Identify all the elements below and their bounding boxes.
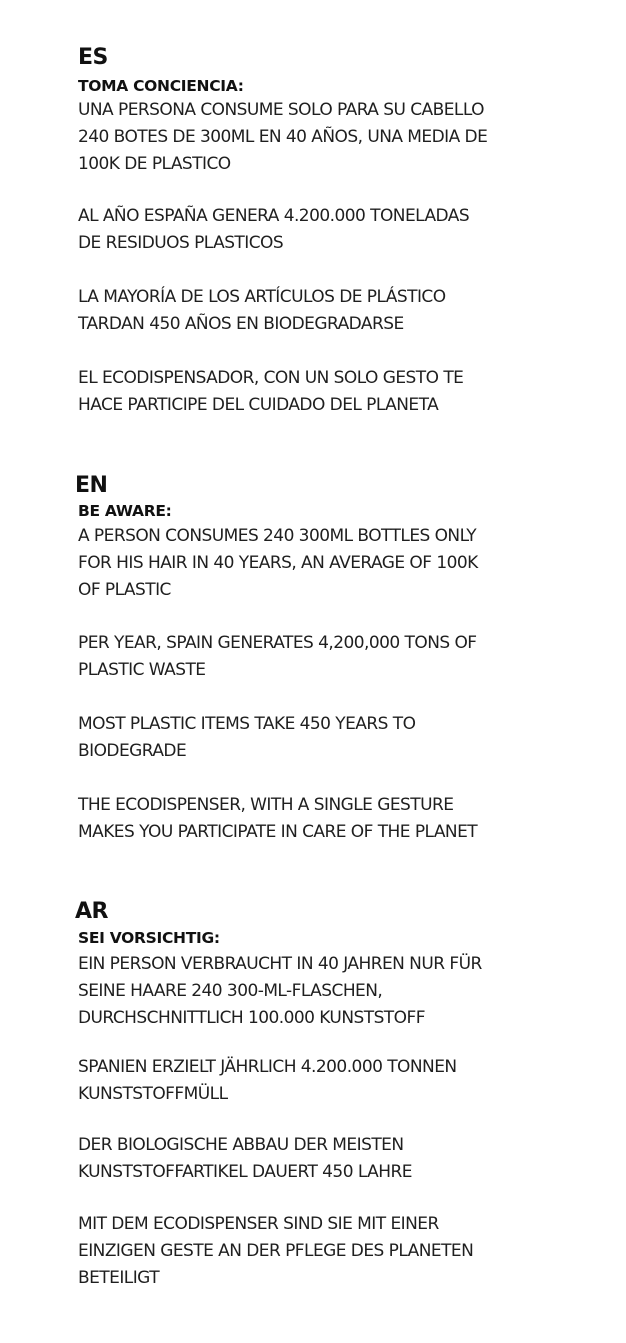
text-line: DER BIOLOGISCHE ABBAU DER MEISTEN [78,1135,404,1155]
section-heading: BE AWARE: [78,502,172,520]
text-line: SEINE HAARE 240 300-ML-FLASCHEN, [78,981,383,1001]
paragraph [78,630,477,684]
language-code: EN [75,473,108,498]
text-line: UNA PERSONA CONSUME SOLO PARA SU CABELLO [78,100,484,120]
text-line: HACE PARTICIPE DEL CUIDADO DEL PLANETA [78,395,439,415]
text-line: EL ECODISPENSADOR, CON UN SOLO GESTO TE [78,368,464,388]
paragraph [78,284,446,338]
paragraph [78,97,487,178]
text-line: KUNSTSTOFFMÜLL [78,1084,228,1104]
text-line: PLASTIC WASTE [78,660,206,680]
paragraph [78,711,415,765]
text-line: AL AÑO ESPAÑA GENERA 4.200.000 TONELADAS [78,206,470,226]
text-line: TARDAN 450 AÑOS EN BIODEGRADARSE [78,314,404,334]
text-line: MAKES YOU PARTICIPATE IN CARE OF THE PLANET [78,822,478,842]
text-line: LA MAYORÍA DE LOS ARTÍCULOS DE PLÁSTICO [78,287,446,307]
text-line: KUNSTSTOFFARTIKEL DAUERT 450 LAHRE [78,1162,412,1182]
paragraph [78,1132,412,1186]
text-line: MIT DEM ECODISPENSER SIND SIE MIT EINER [78,1214,439,1234]
text-line: BIODEGRADE [78,741,187,761]
text-line: SPANIEN ERZIELT JÄHRLICH 4.200.000 TONNEN [78,1057,457,1077]
section-heading: TOMA CONCIENCIA: [78,77,244,95]
text-line: BETEILIGT [78,1268,160,1288]
text-line: A PERSON CONSUMES 240 300ML BOTTLES ONLY [78,526,477,546]
text-line: EIN PERSON VERBRAUCHT IN 40 JAHREN NUR FÜR [78,954,482,974]
paragraph [78,523,478,604]
paragraph [78,792,477,846]
text-line: MOST PLASTIC ITEMS TAKE 450 YEARS TO [78,714,416,734]
text-line: 100K DE PLASTICO [78,154,231,174]
text-line: THE ECODISPENSER, WITH A SINGLE GESTURE [78,795,454,815]
paragraph [78,203,469,257]
paragraph [78,365,463,419]
text-line: DURCHSCHNITTLICH 100.000 KUNSTSTOFF [78,1008,425,1028]
text-line: FOR HIS HAIR IN 40 YEARS, AN AVERAGE OF 100K [78,553,478,573]
section-heading: SEI VORSICHTIG: [78,929,220,947]
text-line: EINZIGEN GESTE AN DER PFLEGE DES PLANETEN [78,1241,474,1261]
text-line: PER YEAR, SPAIN GENERATES 4,200,000 TONS OF [78,633,477,653]
language-code: ES [78,45,108,70]
paragraph [78,1054,457,1108]
paragraph [78,951,482,1032]
text-line: 240 BOTES DE 300ML EN 40 AÑOS, UNA MEDIA DE [78,127,488,147]
text-line: DE RESIDUOS PLASTICOS [78,233,284,253]
language-code: AR [75,899,108,924]
paragraph [78,1211,473,1292]
text-line: OF PLASTIC [78,580,171,600]
